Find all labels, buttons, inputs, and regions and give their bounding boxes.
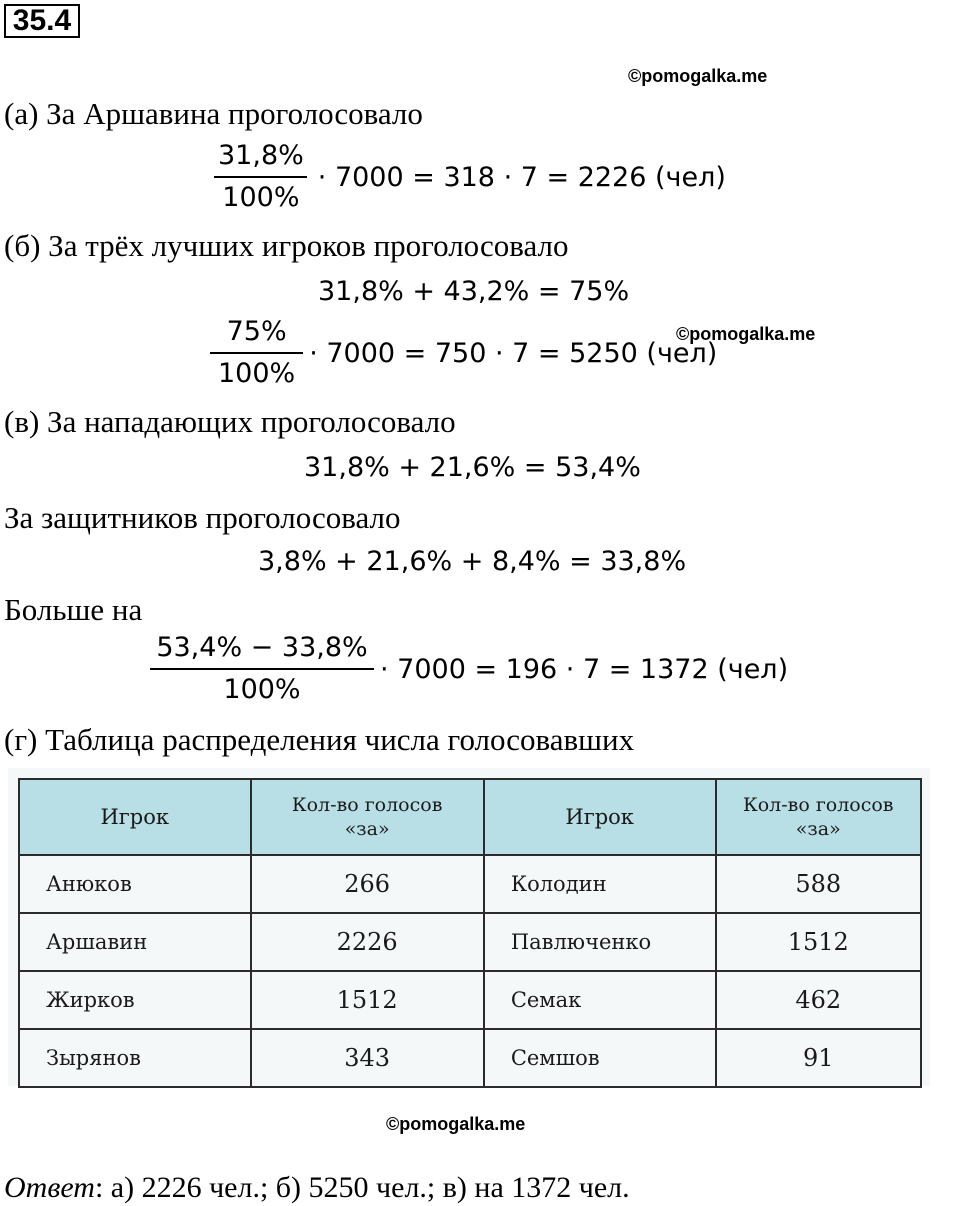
answer-line: [4, 1170, 630, 1206]
votes-table: [18, 778, 922, 1088]
player-name: Жирков: [19, 971, 251, 1029]
part-b-denominator: 100%: [210, 352, 303, 390]
vote-count: 91: [716, 1029, 921, 1087]
vote-count: 588: [716, 855, 921, 913]
watermark: ©pomogalka.me: [676, 324, 816, 344]
part-v-forwards-sum: 31,8% + 21,6% = 53,4%: [304, 452, 641, 483]
player-name: Семак: [484, 971, 716, 1029]
part-a-fraction: [210, 140, 312, 214]
part-b-numerator: 75%: [226, 316, 287, 347]
vote-count: 2226: [251, 913, 484, 971]
table-row: [19, 971, 921, 1029]
part-v-text: (в) За нападающих проголосовало: [4, 404, 456, 439]
part-g-text: (г) Таблица распределения числа голосовавших: [4, 722, 635, 757]
part-a-formula: [210, 140, 726, 214]
player-name: Аршавин: [19, 913, 251, 971]
part-a-denominator: 100%: [214, 176, 307, 214]
header-votes: [716, 779, 921, 855]
part-a-text: (а) За Аршавина проголосовало: [4, 96, 423, 131]
part-a-numerator: 31,8%: [218, 140, 304, 171]
answer-label: Ответ: [4, 1171, 95, 1204]
vote-count: 1512: [251, 971, 484, 1029]
votes-table-container: [8, 768, 930, 1086]
header-votes-line1: Кол-во голосов: [291, 794, 443, 816]
table-header-row: [19, 779, 921, 855]
part-v-more-text: Больше на: [4, 592, 143, 627]
part-b-expression: · 7000 = 750 · 7 = 5250 (чел): [309, 337, 718, 369]
header-player: Игрок: [484, 779, 716, 855]
player-name: Анюков: [19, 855, 251, 913]
problem-number: 35.4: [4, 4, 80, 38]
part-b-sum: 31,8% + 43,2% = 75%: [318, 276, 630, 307]
part-v-denominator: 100%: [150, 668, 374, 706]
player-name: Семшов: [484, 1029, 716, 1087]
vote-count: 462: [716, 971, 921, 1029]
header-votes-line2: «за»: [344, 818, 390, 840]
part-v-defenders-text: За защитников проголосовало: [4, 500, 401, 535]
table-row: [19, 913, 921, 971]
header-votes: [251, 779, 484, 855]
vote-count: 266: [251, 855, 484, 913]
header-votes-line2: «за»: [795, 818, 841, 840]
header-player: Игрок: [19, 779, 251, 855]
part-v-defenders-sum: 3,8% + 21,6% + 8,4% = 33,8%: [258, 546, 687, 577]
part-v-numerator: 53,4% − 33,8%: [156, 632, 368, 663]
watermark: ©pomogalka.me: [386, 1114, 526, 1134]
part-b-formula: [210, 316, 717, 390]
part-v-expression: · 7000 = 196 · 7 = 1372 (чел): [380, 653, 789, 685]
player-name: Зырянов: [19, 1029, 251, 1087]
part-a-expression: · 7000 = 318 · 7 = 2226 (чел): [317, 161, 726, 193]
header-votes-line1: Кол-во голосов: [743, 794, 894, 816]
table-row: [19, 1029, 921, 1087]
vote-count: 1512: [716, 913, 921, 971]
answer-text: : а) 2226 чел.; б) 5250 чел.; в) на 1372 чел.: [94, 1171, 630, 1204]
part-v-formula: [150, 632, 788, 706]
watermark: ©pomogalka.me: [628, 66, 768, 86]
player-name: Колодин: [484, 855, 716, 913]
part-v-fraction: [150, 632, 374, 706]
table-row: [19, 855, 921, 913]
player-name: Павлюченко: [484, 913, 716, 971]
part-b-text: (б) За трёх лучших игроков проголосовало: [4, 228, 569, 263]
part-b-fraction: [210, 316, 303, 390]
vote-count: 343: [251, 1029, 484, 1087]
